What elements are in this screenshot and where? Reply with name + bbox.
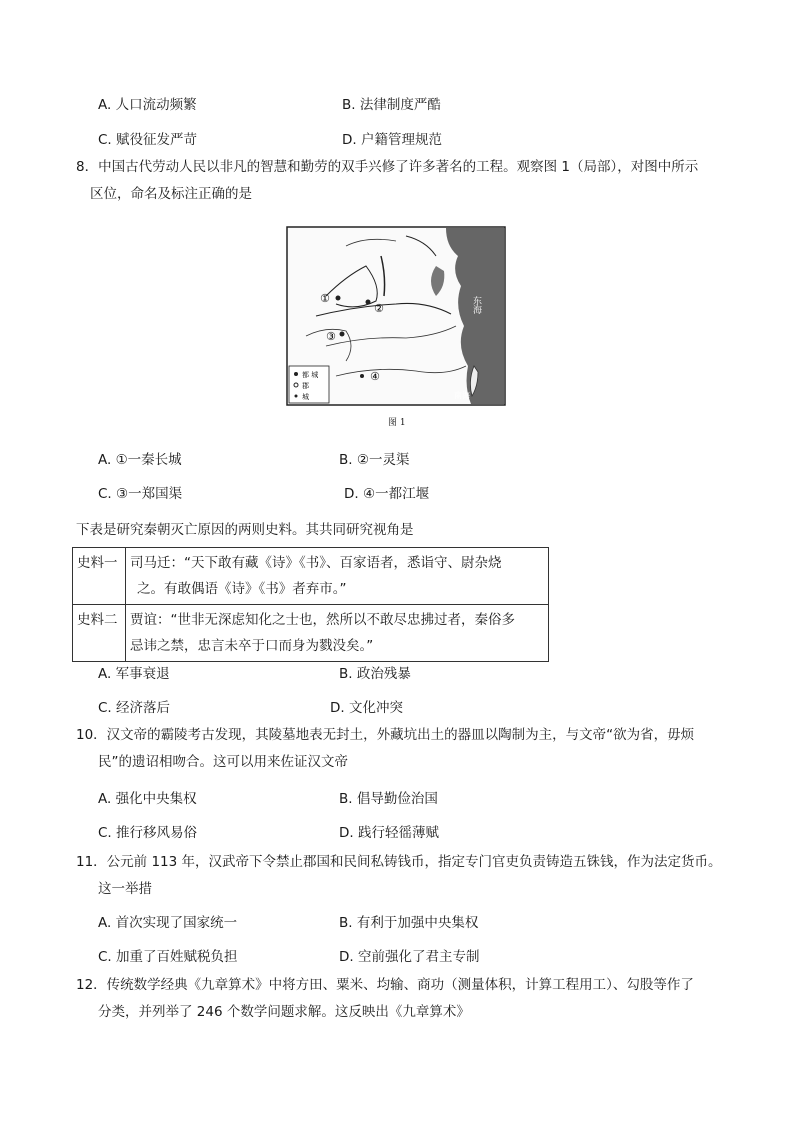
source-text-line: 贾谊：“世非无深虑知化之士也，然所以不敢尽忠拂过者，秦俗多 [130,612,515,628]
q7-option-c: C. 赋役征发严苛 [98,132,198,148]
source-text [126,548,549,605]
q10-stem-line1: 10．汉文帝的霸陵考古发现，其陵墓地表无封土，外藏坑出土的器皿以陶制为主，与文帝“欲为省，毋烦 [76,727,695,743]
q10-option-d: D. 践行轻徭薄赋 [339,825,439,841]
map-marker-4: ④ [370,370,380,383]
source-label: 史料二 [73,605,126,662]
q8-option-a: A. ①一秦长城 [98,452,182,468]
q10-stem-line2: 民”的遗诏相吻合。这可以用来佐证汉文帝 [98,754,348,770]
q9-stem: 下表是研究秦朝灭亡原因的两则史料。其共同研究视角是 [76,522,414,538]
q8-figure-caption: 图 1 [388,418,406,428]
source-text-line: 忌讳之禁，忠言未卒于口而身为戮没矣。” [130,638,374,654]
q8-option-d: D. ④一都江堰 [344,486,430,502]
map-marker-3: ③ [326,330,336,343]
q9-option-d: D. 文化冲突 [330,700,403,716]
q11-option-b: B. 有利于加强中央集权 [339,915,479,931]
q8-stem-line2: 区位，命名及标注正确的是 [90,186,252,202]
table-row [73,605,549,662]
q8-stem-line1: 8．中国古代劳动人民以非凡的智慧和勤劳的双手兴修了许多著名的工程。观察图 1（局部），对图中所示 [76,159,699,175]
map-legend-capital: 都 城 [302,371,319,379]
q9-source-table [72,547,549,662]
q7-option-a: A. 人口流动频繁 [98,97,197,113]
q11-stem-line2: 这一举措 [98,881,152,897]
q10-option-c: C. 推行移风易俗 [98,825,198,841]
source-text-line: 之。有敢偶语《诗》《书》者弃市。” [137,581,347,597]
q11-option-a: A. 首次实现了国家统一 [98,915,238,931]
q9-option-a: A. 军事衰退 [98,666,170,682]
q12-stem-line2: 分类，并列举了 246 个数学问题求解。这反映出《九章算术》 [98,1004,470,1020]
source-label: 史料一 [73,548,126,605]
q8-map-figure [286,226,506,406]
table-row [73,548,549,605]
q8-option-b: B. ②一灵渠 [339,452,410,468]
q7-option-d: D. 户籍管理规范 [342,132,442,148]
map-legend-county: 郡 [302,382,309,390]
map-label-south-sea: 南海 [454,391,470,400]
map-marker-2: ② [374,302,384,315]
q11-option-d: D. 空前强化了君主专制 [339,949,480,965]
q7-option-b: B. 法律制度严酷 [342,97,441,113]
q9-option-c: C. 经济落后 [98,700,171,716]
q11-option-c: C. 加重了百姓赋税负担 [98,949,238,965]
q11-stem-line1: 11．公元前 113 年，汉武帝下令禁止郡国和民间私铸钱币，指定专门官吏负责铸造五铢钱，作为法定货币。 [76,854,722,870]
q8-option-c: C. ③一郑国渠 [98,486,183,502]
map-legend-city: 城 [302,393,309,401]
map-label-east-sea: 东海 [471,296,481,314]
map-marker-1: ① [320,292,330,305]
q12-stem-line1: 12．传统数学经典《九章算术》中将方田、粟米、均输、商功（测量体积，计算工程用工）、勾股等作了 [76,977,694,993]
q10-option-a: A. 强化中央集权 [98,791,197,807]
q9-option-b: B. 政治残暴 [339,666,411,682]
source-text [126,605,549,662]
q10-option-b: B. 倡导勤俭治国 [339,791,438,807]
source-text-line: 司马迁：“天下敢有藏《诗》《书》、百家语者，悉诣守、尉杂烧 [130,555,502,571]
